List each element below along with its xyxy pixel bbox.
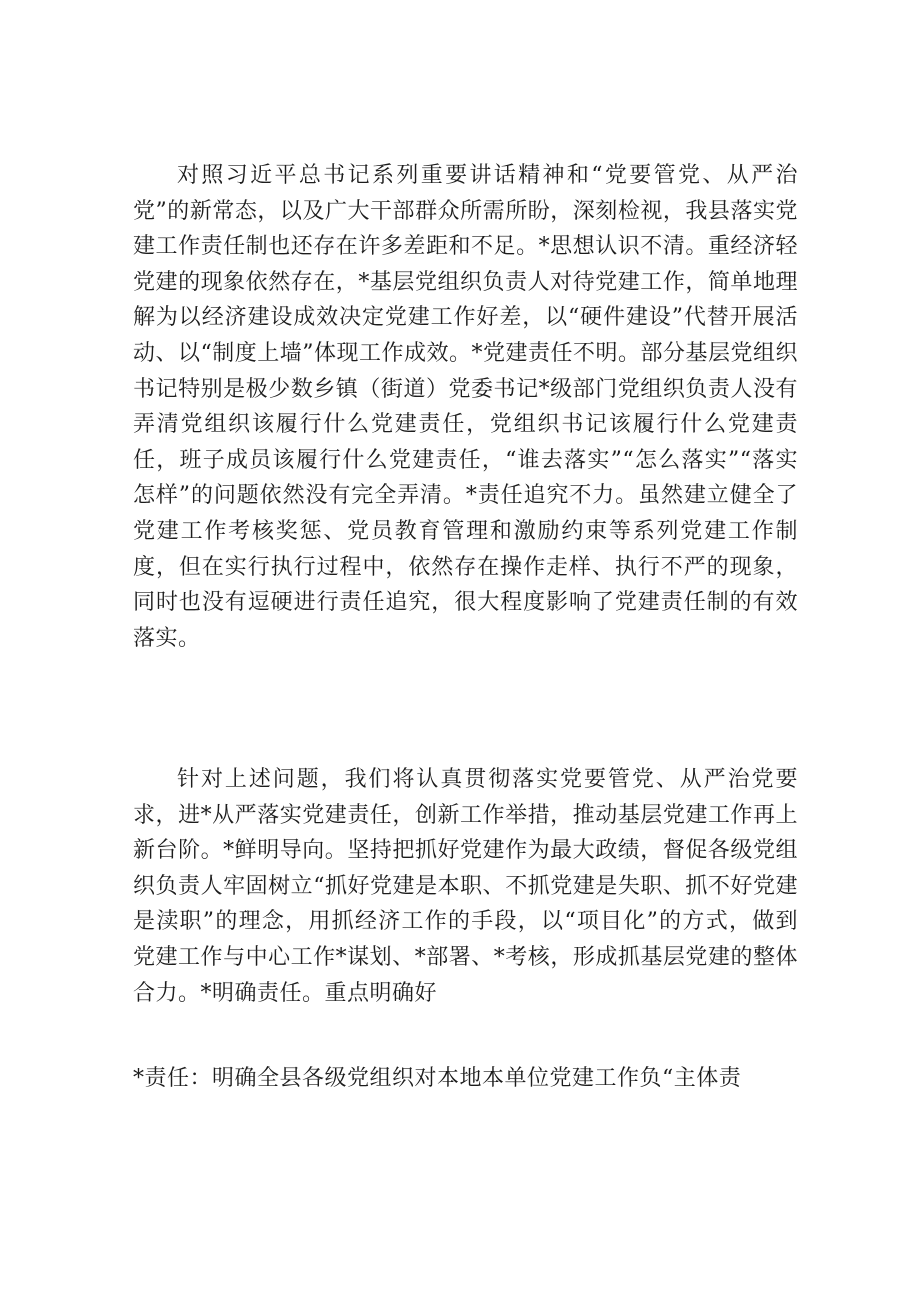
body-paragraph-1: 对照习近平总书记系列重要讲话精神和“党要管党、从严治党”的新常态，以及广大干部群众所需所盼，深刻检视，我县落实党建工作责任制也还存在许多差距和不足。*思想认识不清。重经济轻党建的现象依然存在，*基层党组织负责人对待党建工作，简单地理解为以经济建设成效决定党建工作好差，以“硬件建设”代替开展活动、以“制度上墙”体现工作成效。*党建责任不明。部分基层党组织书记特别是极少数乡镇（街道）党委书记*级部门党组织负责人没有弄清党组织该履行什么党建责任，党组织书记该履行什么党建责任，班子成员该履行什么党建责任，“谁去落实”“怎么落实”“落实怎样”的问题依然没有完全弄清。*责任追究不力。虽然建立健全了党建工作考核奖惩、党员教育管理和激励约束等系列党建工作制度，但在实行执行过程中，依然存在操作走样、执行不严的现象，同时也没有逗硬进行责任追究，很大程度影响了党建责任制的有效落实。 [133, 163, 798, 651]
body-paragraph-2: 针对上述问题，我们将认真贯彻落实党要管党、从严治党要求，进*从严落实党建责任，创新工作举措，推动基层党建工作再上新台阶。*鲜明导向。坚持把抓好党建作为最大政绩，督促各级党组织负责人牢固树立“抓好党建是本职、不抓党建是失职、抓不好党建是渎职”的理念，用抓经济工作的手段，以“项目化”的方式，做到党建工作与中心工作*谋划、*部署、*考核，形成抓基层党建的整体合力。*明确责任。重点明确好 [133, 767, 798, 1006]
trailing-line: *责任：明确全县各级党组织对本地本单位党建工作负“主体责 [133, 1066, 742, 1091]
